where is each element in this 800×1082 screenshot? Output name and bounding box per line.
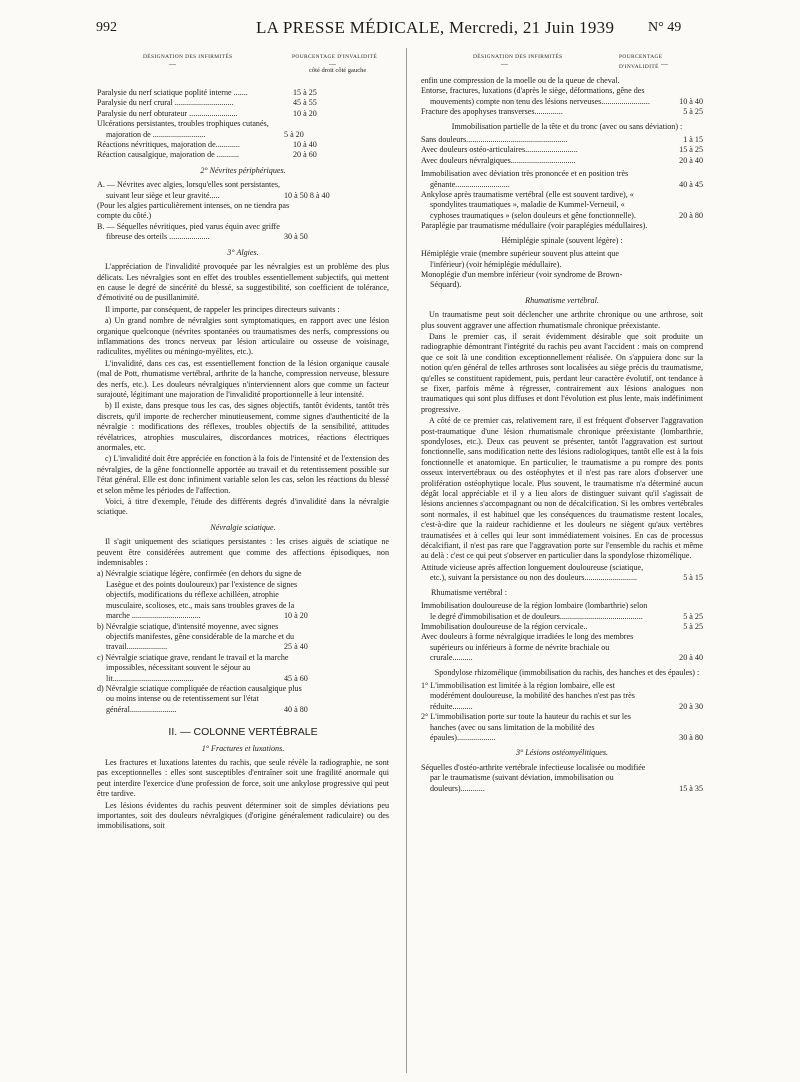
table-row: Monoplégie d'un membre inférieur (voir syndrome de Brown-Séquard). bbox=[421, 269, 623, 290]
chapter-heading-colonne: II. — COLONNE VERTÉBRALE bbox=[168, 726, 318, 739]
section-heading-nevrites: 2° Névrites périphériques. bbox=[200, 165, 286, 175]
paragraph: Un traumatisme peut soit déclencher une arthrite chronique ou une arthrose, soit plus souvent aggraver une affection rhumatismale chronique préexistante. bbox=[421, 310, 703, 330]
table-row: b) Névralgie sciatique, d'intensité moyenne, avec signes objectifs manifestes, gêne considérable de la marche et du travail.................... 25 à 40 bbox=[97, 621, 308, 652]
paragraph: Voici, à titre d'exemple, l'étude des différents degrés d'invalidité dans la névralgie sciatique. bbox=[97, 497, 389, 517]
paragraph: Les fractures et luxations latentes du rachis, que seule révèle la radiographie, ne sont pas exceptionnelles : elles sont susceptibles d'entraîner soit une fragilité anormale qui peut interdire l'exercice d'une profession de force, soit une ankylose progressive qui peut être tardive. bbox=[97, 757, 389, 799]
heading-dash: — bbox=[501, 60, 509, 68]
table-row: Fracture des apophyses transverses.............. 5 à 25 bbox=[421, 107, 703, 117]
section-heading-hemiplegie: Hémiplégie spinale (souvent légère) : bbox=[501, 235, 623, 245]
rows-hemiplegie bbox=[421, 249, 703, 291]
paragraph: c) L'invalidité doit être appréciée en fonction à la fois de l'intensité et de l'extension des névralgies, de la gêne fonctionnelle apportée au travail et du retentissement possible sur l'état général. Elle est donc infiniment variable selon les cas, selon les réactions du blessé et selon même les périodes de l'affection. bbox=[97, 454, 389, 495]
rows-rhumatisme bbox=[421, 601, 703, 663]
table-row: Paraplégie par traumatisme médullaire (voir paraplégies médullaires). bbox=[421, 221, 648, 231]
table-row: Sans douleurs.................................................. 1 à 15 bbox=[421, 135, 703, 145]
designation-heading: DÉSIGNATION DES INFIRMITÉS bbox=[473, 54, 563, 60]
table-row: A. — Névrites avec algies, lorsqu'elles sont persistantes, suivant leur siège et leur gravité..... 10 à 50 8 à 40 bbox=[97, 180, 330, 200]
table-row: Séquelles d'ostéo-arthrite vertébrale infectieuse localisée ou modifiée par le traumatisme (suivant déviation, immobilisation ou douleurs)............ 15 à 35 bbox=[421, 762, 703, 793]
table-row: d) Névralgie sciatique compliquée de réaction causalgique plus ou moins intense ou de retentissement sur l'état général....................... 40 à 80 bbox=[97, 683, 308, 714]
rows-spondylose bbox=[421, 681, 703, 743]
table-row: (Pour les algies particulièrement intenses, on ne tiendra pas compte du côté.) bbox=[97, 201, 290, 221]
heading-dash: — bbox=[661, 60, 669, 68]
table-row: Entorse, fractures, luxations (d'après le siège, déformations, gêne des mouvements) compte non tenu des lésions nerveuses........................ 10 à 40 bbox=[421, 86, 703, 106]
table-row: B. — Séquelles névritiques, pied varus équin avec griffe fibreuse des orteils .................... 30 à 50 bbox=[97, 221, 308, 242]
rows-nevrites bbox=[97, 180, 389, 242]
page-header bbox=[0, 0, 800, 40]
table-row: 2° L'immobilisation porte sur toute la hauteur du rachis et sur les hanches (avec ou sans limitation de la mobilité des épaules)................... 30 à 80 bbox=[421, 712, 703, 742]
rows-attitude bbox=[421, 563, 703, 584]
table-header bbox=[97, 52, 389, 88]
section-heading-sciatique: Névralgie sciatique. bbox=[210, 522, 276, 532]
table-row: Avec douleurs névralgiques................................ 20 à 40 bbox=[421, 155, 703, 165]
table-row: Attitude vicieuse après affection longuement douloureuse (sciatique, etc.), suivant la persistance ou non des douleurs.......................... 5 à 15 bbox=[421, 562, 703, 583]
table-row: Hémiplégie vraie (membre supérieur souvent plus atteint que l'inférieur) (voir hémiplégie médullaire). bbox=[421, 249, 620, 269]
section-heading-immobilisation: Immobilisation partielle de la tête et du tronc (avec ou sans déviation) : bbox=[451, 121, 683, 131]
table-row: Réactions névritiques, majoration de............ 10 à 40 bbox=[97, 140, 317, 150]
percent-heading: POURCENTAGE D'INVALIDITÉ bbox=[619, 54, 663, 71]
paragraph: Les lésions évidentes du rachis peuvent déterminer soit de simples déviations peu importantes, soit des douleurs névralgiques (d'origine généralement radiculaire) ou des immobilisations, soit bbox=[97, 800, 389, 831]
section-heading-rhumatisme: Rhumatisme vertébral. bbox=[525, 295, 599, 305]
paragraph: L'invalidité, dans ces cas, est essentiellement fonction de la lésion organique causale (mal de Pott, rhumatisme vertébral, arthrite de la hanche, compression nerveuse, blessure des nerfs, etc.). Les douleurs névralgiques n'interviennent alors que comme un facteur surajouté, légitimant une majoration de l'invalidité proportionnelle à leur intensité. bbox=[97, 358, 389, 399]
rows-immobilisation bbox=[421, 135, 703, 232]
table-row: Immobilisation douloureuse de la région lombaire (lombarthrie) selon le degré d'immobilisation et de douleurs......................................... 5 à 25 bbox=[421, 601, 703, 621]
issue-number: N° 49 bbox=[648, 20, 682, 35]
section-heading-rhumatisme-vertebral: Rhumatisme vertébral : bbox=[431, 587, 507, 597]
section-heading-algies: 3° Algies. bbox=[227, 247, 259, 257]
right-column bbox=[421, 52, 703, 794]
table-header bbox=[421, 52, 703, 76]
designation-heading: DÉSIGNATION DES INFIRMITÉS bbox=[143, 54, 233, 60]
percent-heading: POURCENTAGE D'INVALIDITÉ bbox=[292, 54, 378, 60]
table-row: Paralysie du nerf sciatique poplité interne ....... 15 à 25 bbox=[97, 88, 317, 97]
page-number: 992 bbox=[96, 20, 117, 35]
table-row: Avec douleurs à forme névralgique irradiées le long des membres supérieurs ou inférieurs à forme de névrite brachiale ou crurale.......... 20 à 40 bbox=[421, 632, 703, 663]
heading-dash: — bbox=[169, 60, 177, 68]
table-row: enfin une compression de la moelle ou de la queue de cheval. bbox=[421, 76, 620, 85]
paragraph: b) Il existe, dans presque tous les cas, des signes objectifs, tantôt évidents, tantôt très discrets, qu'il importe de rechercher minutieusement, comme signes d'authenticité de la névralgie : modifications des réflexes, troubles objectifs de la sensibilité, attitudes révélatrices, atrophies musculaires, discordances motrices, réactions électriques anormales, etc. bbox=[97, 401, 389, 452]
table-row: Réaction causalgique, majoration de ........... 20 à 60 bbox=[97, 150, 317, 160]
rows-nerfs bbox=[97, 88, 389, 161]
paragraph: Il importe, par conséquent, de rappeler les principes directeurs suivants : bbox=[105, 304, 340, 314]
rows-osteomyelitiques bbox=[421, 763, 703, 794]
table-row: Immobilisation douloureuse de la région cervicale.. 5 à 25 bbox=[421, 621, 703, 631]
table-row: Immobilisation avec déviation très prononcée et en position très gênante........................... 40 à 45 bbox=[421, 169, 703, 189]
rows-fractures bbox=[421, 76, 703, 118]
left-column bbox=[97, 52, 389, 833]
section-heading-osteomyelitiques: 3° Lésions ostéomyélitiques. bbox=[515, 748, 609, 758]
table-row: Paralysie du nerf crural ............................. 45 à 55 bbox=[97, 98, 317, 108]
side-subheading: côté droit côté gauche bbox=[309, 67, 367, 74]
rows-sciatique bbox=[97, 569, 389, 715]
column-divider bbox=[406, 48, 407, 1073]
table-row: Avec douleurs ostéo-articulaires.......................... 15 à 25 bbox=[421, 145, 703, 155]
heading-dash: — bbox=[329, 60, 337, 68]
table-row: Paralysie du nerf obturateur ........................ 10 à 20 bbox=[97, 108, 317, 118]
paragraph: a) Un grand nombre de névralgies sont symptomatiques, en rapport avec une lésion organique quelconque (névrites spontanées ou traumatismes des nerfs, compressions ou inflammations des troncs nerveux par lésion articulaire ou osseuse de voisinage, radiculites, myélites ou méningo-myélites, etc.). bbox=[97, 316, 389, 357]
table-row: c) Névralgie sciatique grave, rendant le travail et la marche impossibles, nécessitant souvent le séjour au lit........................................ 45 à 60 bbox=[97, 652, 308, 683]
journal-title: LA PRESSE MÉDICALE, Mercredi, 21 Juin 1939 bbox=[256, 18, 615, 37]
table-row: Ulcérations persistantes, troubles trophiques cutanés, majoration de .......................... 5 à 20 bbox=[97, 119, 304, 139]
section-heading-fractures: 1° Fractures et luxations. bbox=[201, 743, 285, 753]
paragraph: Dans le premier cas, il serait évidemment désirable que soit produite un radiographie démontrant l'intégrité du rachis peu avant l'accident : mais on comprend que ce soit là une condition exceptionnellement réalisée. On s'appuiera donc sur la notion qu'en général de telles arthroses sont localisées au siège précis du traumatisme, qu'elles se constituent rapidement, puis, perdant leur caractère évolutif, ont tendance à se fixer, parfois même à régresser, contrairement aux lésions analogues non traumatiques qui sont plus diffuses et dont l'évolution est plus lente, mais indéfiniment progressive. bbox=[421, 331, 703, 414]
table-row: Ankylose après traumatisme vertébral (elle est souvent tardive), « spondylites traumatiques », maladie de Kummel-Verneuil, « cyphoses traumatiques » (selon douleurs et gêne fonctionnelle). 20 à 80 bbox=[421, 190, 703, 220]
paragraph: L'appréciation de l'invalidité provoquée par les névralgies est un problème des plus délicats. Les névralgies sont en effet des troubles essentiellement subjectifs, qui mettent en cause le degré de sincérité du blessé, sa suggestibilité, son coefficient de tolérance, d'émotivité ou de pusillanimité. bbox=[97, 262, 389, 303]
table-row: 1° L'immobilisation est limitée à la région lombaire, elle est modérément douloureuse, la mobilité des hanches n'est pas très réduite.......... 20 à 30 bbox=[421, 680, 703, 711]
table-row: a) Névralgie sciatique légère, confirmée (en dehors du signe de Lasègue et des points douloureux) par l'existence de signes objectifs, modifications du réflexe achilléen, atrophie musculaire, scolioses, etc., mais sans troubles graves de la marche .................................. 10 à 20 bbox=[97, 569, 308, 621]
paragraph: A côté de ce premier cas, relativement rare, il est fréquent d'observer l'aggravation post-traumatique d'une lésion rhumatismale chronique préexistante (lombarthrie, spondyloses, etc.). Deux cas peuvent se présenter, tantôt l'aggravation est surtout fonctionnelle, sans modification nette des lésions radiologiques, tantôt elle est à la fois fonctionnelle et anatomique. En particulier, le traumatisme a pu rompre des ponts osseux intervertébraux ou des ostéophytes et il n'est pas rare alors d'observer une prolifération ostéophytique locale. Plus souvent, le traumatisme n'a déterminé aucun dégât local appréciable et il y a lieu alors de distinguer suivant qu'il s'agissait de lésions anciennes s'accompagnant ou non de décalcification. Si les ombres vertébrales sont normales, il est habituel que les conséquences du traumatisme restent locales, c'est-à-dire que la raideur rachidienne et les douleurs ne siègent qu'aux vertèbres traumatisées et à celles qui leur sont immédiatement voisines. En cas de processus décalcifiant, il n'est pas rare que l'aggravation porte sur l'ensemble du rachis et même au delà : c'est ce qui peut s'observer en particulier dans la spondylose rhizomélique. bbox=[421, 416, 703, 561]
paragraph: Il s'agit uniquement des sciatiques persistantes : les crises aiguës de sciatique ne peuvent être considérées autrement que comme des affections épisodiques, non indemnisables : bbox=[97, 537, 389, 568]
section-heading-spondylose: Spondylose rhizomélique (immobilisation du rachis, des hanches et des épaules) : bbox=[434, 667, 700, 677]
